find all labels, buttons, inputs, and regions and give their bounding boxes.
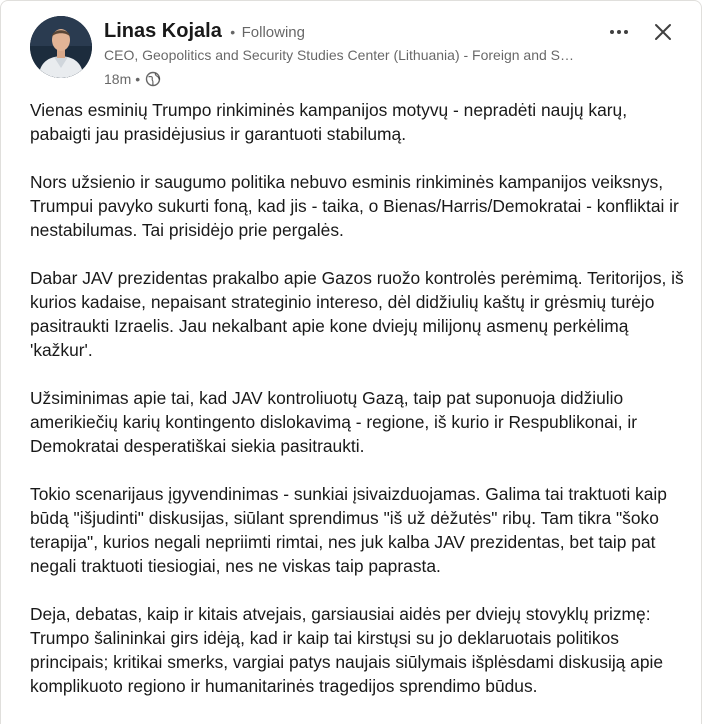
avatar-photo: [30, 16, 92, 78]
more-horizontal-icon: [607, 20, 631, 44]
post-paragraph: Tokio scenarijaus įgyvendinimas - sunkiai įsivaizduojamas. Galima tai traktuoti kaip būdą "išjudinti" diskusijas, siūlant sprendimus "iš už dėžutės" ribų. Tam tikra "šoko terapija", kurios negali nepriimti rimtai, nes juk kalba JAV prezidentas, bet taip pat negali traktuoti tiesiogiai, nes ne viskas taip paprasta.: [30, 484, 667, 576]
author-avatar[interactable]: [30, 16, 92, 78]
post-paragraph: Užsiminimas apie tai, kad JAV kontroliuotų Gazą, taip pat suponuoja didžiulio amerikiečių karių kontingento dislokavimą - regione, iš kurio ir Respublikonai, ir Demokratai desperatiškai siekia pasitraukti.: [30, 388, 638, 456]
close-button[interactable]: [645, 16, 681, 48]
time-ago: 18m: [104, 71, 132, 87]
connection-separator: •: [230, 24, 236, 40]
author-meta: [104, 16, 575, 88]
following-status: Following: [241, 24, 305, 41]
author-name[interactable]: Linas Kojala: [104, 20, 222, 42]
post-paragraph: Dabar JAV prezidentas prakalbo apie Gazos ruožo kontrolės perėmimą. Teritorijos, iš kurios kadaise, nepaisant strateginio intereso, dėl didžiulių kaštų ir grėsmių turėjo pasitraukti Izraelis. Jau nekalbant apie kone dviejų milijonų asmenų perkėlimą 'kažkur'.: [30, 268, 684, 360]
name-line: [104, 16, 571, 46]
post-paragraph: Deja, debatas, kaip ir kitais atvejais, garsiausiai aidės per dviejų stovyklų prizmę: Trumpo šalininkai girs idėją, kad ir kaip tai kirstųsi su jo deklaruotais politikos principais; kritikai smerks, vargiai patys naujais siūlymais išplėsdami diskusiją apie komplikuoto regiono ir humanitarinės tragedijos sprendimo būdus.: [30, 604, 664, 696]
post-text: [30, 98, 690, 722]
time-separator: •: [135, 71, 141, 87]
post-time: [104, 70, 571, 88]
more-options-button[interactable]: [601, 16, 637, 48]
post-header: [30, 16, 681, 88]
globe-icon: [145, 71, 161, 87]
close-icon: [651, 20, 675, 44]
post-paragraph: Vienas esminių Trumpo rinkiminės kampanijos motyvų - nepradėti naujų karų, pabaigti jau prasidėjusius ir garantuoti stabilumą.: [30, 100, 628, 144]
post-paragraph: Nors užsienio ir saugumo politika nebuvo esminis rinkiminės kampanijos veiksnys, Trumpui pavyko sukurti foną, kad jis - taika, o Bienas/Harris/Demokratai - konfliktai ir nestabilumas. Tai prisidėjo prie pergalės.: [30, 172, 679, 240]
author-headline: CEO, Geopolitics and Security Studies Center (Lithuania) - Foreign and S…: [104, 47, 575, 63]
